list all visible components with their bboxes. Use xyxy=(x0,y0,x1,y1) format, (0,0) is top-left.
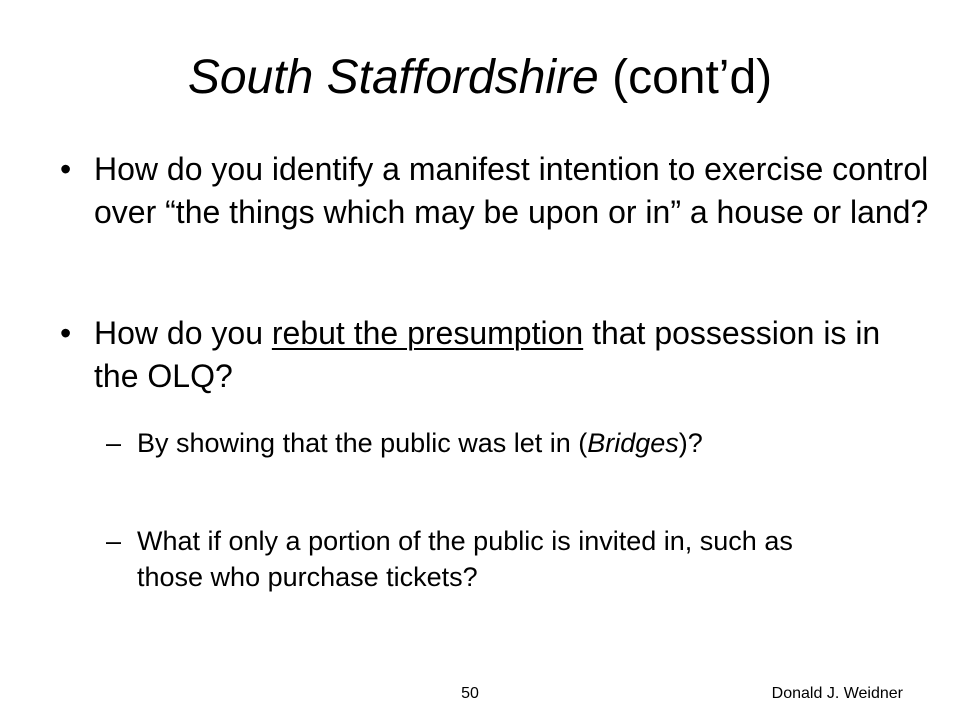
bullet-item xyxy=(60,148,930,234)
subbullet-item xyxy=(106,425,866,461)
case-name-italic: Bridges xyxy=(587,428,679,458)
subbullet-text xyxy=(137,425,866,461)
page-number: 50 xyxy=(461,685,479,702)
slide-title xyxy=(0,50,960,106)
subbullet-text-post: )? xyxy=(678,428,703,458)
subbullet-marker: – xyxy=(106,428,122,458)
bullet-marker: • xyxy=(60,151,72,187)
underlined-phrase: rebut the presumption xyxy=(271,315,584,351)
bullet-marker: • xyxy=(60,315,72,351)
subbullet-item xyxy=(106,523,866,595)
bullet-item xyxy=(60,312,930,398)
bullet-text xyxy=(94,312,930,398)
title-case-name: South Staffordshire xyxy=(187,51,599,104)
subbullet-text-pre: By showing that the public was let in ( xyxy=(137,428,588,458)
bullet-text: How do you identify a manifest intention to exercise control over “the things which may be upon or in” a house or land? xyxy=(94,151,929,230)
title-suffix: (cont’d) xyxy=(598,51,773,104)
bullet-text-pre: How do you xyxy=(94,315,272,351)
footer-author: Donald J. Weidner xyxy=(771,685,903,702)
bullet-text-post: that possession is in the OLQ? xyxy=(94,315,881,394)
subbullet-marker: – xyxy=(106,526,122,556)
subbullet-text: What if only a portion of the public is invited in, such as those who purchase tickets? xyxy=(137,526,793,592)
